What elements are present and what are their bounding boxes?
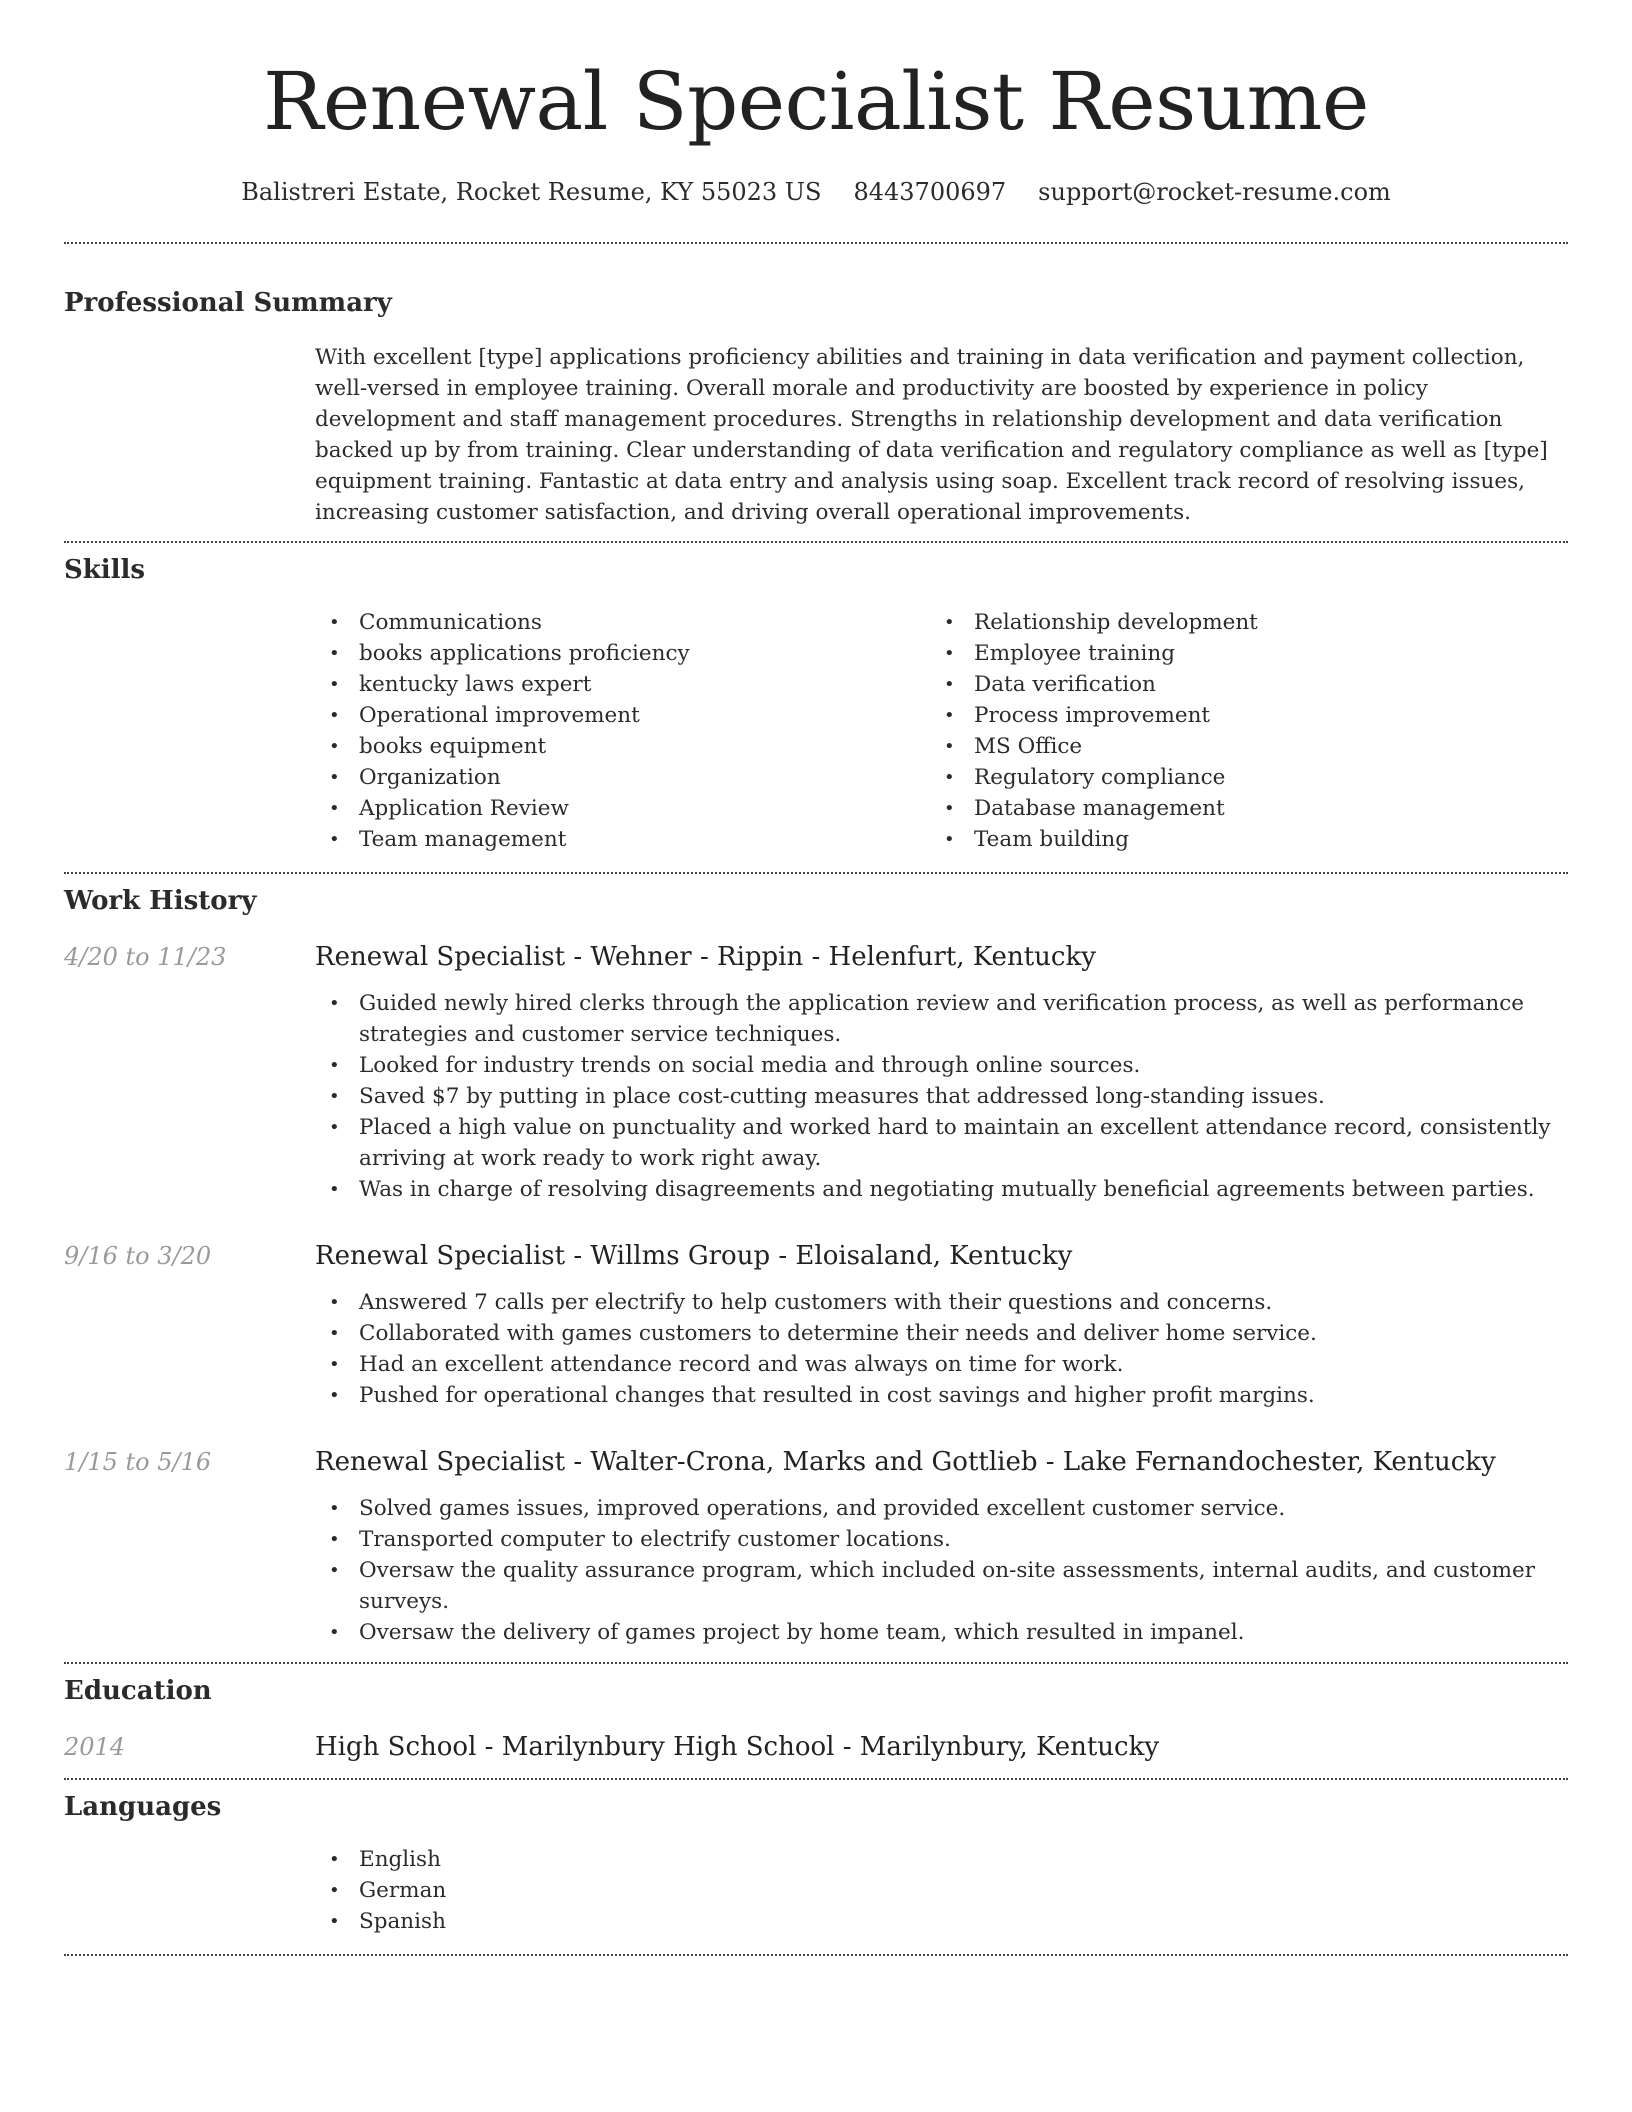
job-bullets [315, 1493, 1568, 1648]
job-entry [64, 1445, 1568, 1479]
job-bullet: • Collaborated with games customers to determine their needs and deliver home service. [315, 1318, 1568, 1349]
job-bullet: • Looked for industry trends on social media and through online sources. [315, 1050, 1568, 1081]
section-divider [64, 872, 1568, 874]
education-title: High School - Marilynbury High School - Marilynbury, Kentucky [315, 1732, 1160, 1762]
section-divider [64, 1778, 1568, 1780]
resume-title: Renewal Specialist Resume [263, 55, 1369, 148]
language-item: • German [315, 1875, 1568, 1906]
job-dates: 1/15 to 5/16 [64, 1448, 212, 1476]
contact-email: support@rocket-resume.com [1038, 178, 1391, 206]
skill-item: • Employee training [930, 638, 1545, 669]
summary-text: With excellent [type] applications proficiency abilities and training in data verification and payment collection, well-versed in employee training. Overall morale and productivity are boosted by experience in policy development and staff management procedures. Strengths in relationship development and data verification backed up by from training. Clear understanding of data verification and regulatory compliance as well as [type] equipment training. Fantastic at data entry and analysis using soap. Excellent track record of resolving issues, increasing customer satisfaction, and driving overall operational improvements. [315, 345, 1548, 525]
skill-item: • Data verification [930, 669, 1545, 700]
job-bullet: • Guided newly hired clerks through the application review and verification process, as well as performance strategies and customer service techniques. [315, 988, 1568, 1050]
job-title: Renewal Specialist - Wehner - Rippin - Helenfurt, Kentucky [315, 942, 1096, 972]
skill-item: • Team management [315, 824, 930, 855]
skill-item: • MS Office [930, 731, 1545, 762]
job-bullet: • Answered 7 calls per electrify to help customers with their questions and concerns. [315, 1287, 1568, 1318]
job-bullet: • Transported computer to electrify customer locations. [315, 1524, 1568, 1555]
work-history-heading: Work History [64, 886, 257, 916]
job-bullet: • Had an excellent attendance record and was always on time for work. [315, 1349, 1568, 1380]
job-entry [64, 1239, 1568, 1273]
skill-item: • books equipment [315, 731, 930, 762]
job-bullet: • Pushed for operational changes that resulted in cost savings and higher profit margins. [315, 1380, 1568, 1411]
job-title: Renewal Specialist - Willms Group - Eloisaland, Kentucky [315, 1241, 1073, 1271]
languages-heading: Languages [64, 1792, 222, 1822]
job-dates: 9/16 to 3/20 [64, 1242, 212, 1270]
section-divider [64, 1662, 1568, 1664]
job-title: Renewal Specialist - Walter-Crona, Marks and Gottlieb - Lake Fernandochester, Kentucky [315, 1447, 1496, 1477]
section-divider [64, 242, 1568, 244]
languages-list [315, 1844, 1568, 1937]
skill-item: • Organization [315, 762, 930, 793]
skill-item: • Process improvement [930, 700, 1545, 731]
skill-item: • Communications [315, 607, 930, 638]
skills-heading: Skills [64, 555, 146, 585]
section-divider [64, 541, 1568, 543]
job-entry [64, 940, 1568, 974]
skill-item: • Team building [930, 824, 1545, 855]
job-bullets [315, 988, 1568, 1205]
job-bullet: • Placed a high value on punctuality and worked hard to maintain an excellent attendance record, consistently arriving at work ready to work right away. [315, 1112, 1568, 1174]
job-bullet: • Solved games issues, improved operations, and provided excellent customer service. [315, 1493, 1568, 1524]
skill-item: • Application Review [315, 793, 930, 824]
skill-item: • books applications proficiency [315, 638, 930, 669]
job-bullet: • Oversaw the delivery of games project by home team, which resulted in impanel. [315, 1617, 1568, 1648]
contact-address: Balistreri Estate, Rocket Resume, KY 55023 US [241, 178, 822, 206]
summary-heading: Professional Summary [64, 288, 392, 318]
skill-item: • Relationship development [930, 607, 1545, 638]
skill-item: • kentucky laws expert [315, 669, 930, 700]
education-entry [64, 1730, 1568, 1764]
skills-list-right [930, 607, 1545, 855]
skill-item: • Database management [930, 793, 1545, 824]
job-dates: 4/20 to 11/23 [64, 943, 227, 971]
job-bullet: • Saved $7 by putting in place cost-cutting measures that addressed long-standing issues. [315, 1081, 1568, 1112]
section-divider [64, 1954, 1568, 1956]
resume-page [64, 0, 1568, 1956]
contact-line [64, 176, 1568, 208]
job-bullets [315, 1287, 1568, 1411]
contact-phone: 8443700697 [853, 178, 1007, 206]
language-item: • Spanish [315, 1906, 1568, 1937]
education-heading: Education [64, 1676, 212, 1706]
education-year: 2014 [64, 1733, 126, 1761]
skills-list-left [315, 607, 930, 855]
language-item: • English [315, 1844, 1568, 1875]
skill-item: • Operational improvement [315, 700, 930, 731]
job-bullet: • Oversaw the quality assurance program, which included on-site assessments, internal audits, and customer surveys. [315, 1555, 1568, 1617]
skill-item: • Regulatory compliance [930, 762, 1545, 793]
job-bullet: • Was in charge of resolving disagreements and negotiating mutually beneficial agreements between parties. [315, 1174, 1568, 1205]
